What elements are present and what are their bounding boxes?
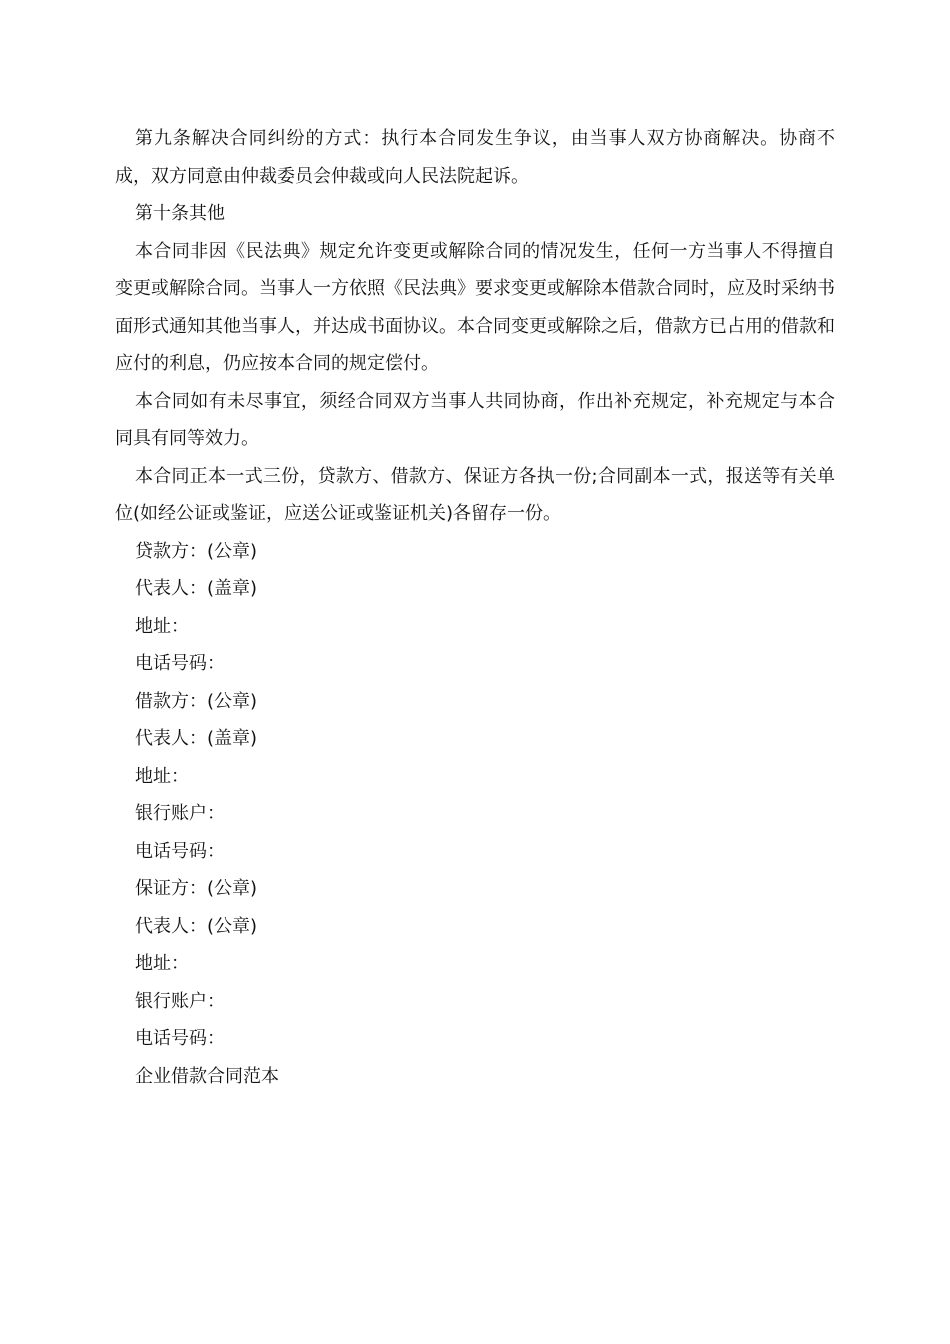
clause-ten-modification: 本合同非因《民法典》规定允许变更或解除合同的情况发生，任何一方当事人不得擅自变更或解除合同。当事人一方依照《民法典》要求变更或解除本借款合同时，应及时采纳书面形式通知其他当事人，并达成书面协议。本合同变更或解除之后，借款方已占用的借款和应付的利息，仍应按本合同的规定偿付。 (115, 240, 835, 374)
document-body (115, 120, 835, 1095)
guarantor-representative-line: 代表人：(公章) (135, 915, 258, 937)
borrower-phone-line: 电话号码： (135, 840, 225, 862)
guarantor-bank-account-line: 银行账户： (135, 990, 225, 1012)
guarantor-phone-line: 电话号码： (135, 1028, 225, 1049)
document-footer-title: 企业借款合同范本 (135, 1065, 279, 1087)
lender-seal-line: 贷款方：(公章) (135, 540, 258, 562)
clause-ten-heading: 第十条其他 (135, 203, 225, 224)
lender-representative-line: 代表人：(盖章) (135, 578, 258, 599)
borrower-address-line: 地址： (135, 765, 189, 787)
lender-address-line: 地址： (135, 615, 189, 637)
borrower-representative-line: 代表人：(盖章) (135, 728, 258, 749)
guarantor-seal-line: 保证方：(公章) (135, 878, 258, 899)
clause-ten-copies: 本合同正本一式三份，贷款方、借款方、保证方各执一份;合同副本一式，报送等有关单位(如经公证或鉴证，应送公证或鉴证机关)各留存一份。 (115, 465, 835, 524)
guarantor-address-line: 地址： (135, 953, 189, 974)
clause-ten-supplement: 本合同如有未尽事宜，须经合同双方当事人共同协商，作出补充规定，补充规定与本合同具有同等效力。 (115, 390, 835, 449)
clause-nine-dispute-resolution: 第九条解决合同纠纷的方式：执行本合同发生争议，由当事人双方协商解决。协商不成，双方同意由仲裁委员会仲裁或向人民法院起诉。 (115, 128, 835, 187)
lender-phone-line: 电话号码： (135, 653, 225, 674)
borrower-bank-account-line: 银行账户： (135, 803, 225, 824)
borrower-seal-line: 借款方：(公章) (135, 690, 258, 712)
